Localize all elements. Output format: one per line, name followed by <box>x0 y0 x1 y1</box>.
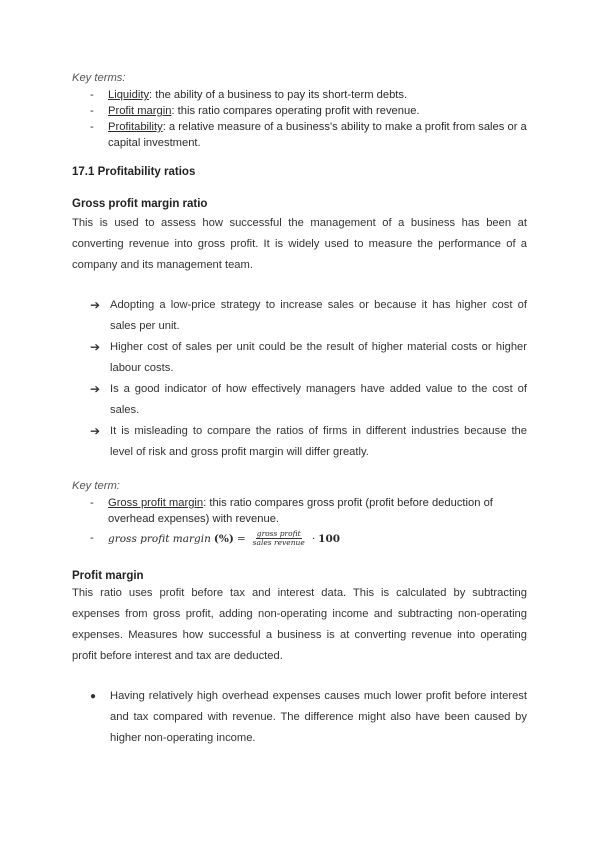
fraction: $\frac{\text{gross profit}}{\text{sales revenue}}$ <box>252 529 305 547</box>
key-terms-list <box>90 87 540 151</box>
key-term-definition: : the ability of a business to pay its short-term debts. <box>149 89 408 101</box>
profit-margin-bullets <box>90 686 527 749</box>
gross-profit-heading: Gross profit margin ratio <box>72 198 208 210</box>
bullet-icon: ● <box>90 691 97 702</box>
formula-item <box>90 530 540 547</box>
arrow-icon: ➔ <box>90 298 101 312</box>
arrow-icon: ➔ <box>90 382 101 396</box>
key-term-label: Key term: <box>72 480 120 492</box>
list-item: ➔ It is misleading to compare the ratios of firms in different industries because the level of risk and gross profit margin will differ greatly. <box>90 421 527 463</box>
key-term-item <box>90 119 540 151</box>
key-term-word: Profit margin <box>108 105 172 117</box>
list-item: ➔ Is a good indicator of how effectively managers have added value to the cost of sales. <box>90 379 527 421</box>
arrow-icon: ➔ <box>90 340 101 354</box>
gross-profit-bullets <box>90 295 527 463</box>
key-term-item <box>90 87 540 103</box>
list-item: ● Having relatively high overhead expenses causes much lower profit before interest and tax compared with revenue. The difference might also have been caused by higher non-operating income. <box>90 686 527 749</box>
key-term-item <box>90 495 540 527</box>
gross-profit-formula: - gross profit margin (%) = $\frac{\text{gross profit}}{\text{sales revenue}}$ · 100 <box>108 529 341 547</box>
key-term-definition: : this ratio compares gross profit (profit before deduction of overhead expenses) with revenue. <box>108 497 493 525</box>
profit-margin-heading: Profit margin <box>72 570 144 582</box>
arrow-icon: ➔ <box>90 424 101 438</box>
key-term-list <box>90 495 540 547</box>
key-term-word: Gross profit margin <box>108 497 204 509</box>
key-term-word: Profitability <box>108 121 163 133</box>
list-item: ➔ Adopting a low-price strategy to increase sales or because it has higher cost of sales per unit. <box>90 295 527 337</box>
gross-profit-paragraph: This is used to assess how successful the management of a business has been at converting revenue into gross profit. It is widely used to measure the performance of a company and its management team. <box>72 217 527 271</box>
key-term-definition: : a relative measure of a business's ability to make a profit from sales or a capital investment. <box>108 121 527 149</box>
key-term-word: Liquidity <box>108 89 150 101</box>
key-term-item <box>90 103 540 119</box>
list-item: ➔ Higher cost of sales per unit could be the result of higher material costs or higher labour costs. <box>90 337 527 379</box>
section-heading: 17.1 Profitability ratios <box>72 166 196 178</box>
key-term-definition: : this ratio compares operating profit with revenue. <box>171 105 420 117</box>
key-terms-label: Key terms: <box>72 72 126 84</box>
profit-margin-paragraph: This ratio uses profit before tax and interest data. This is calculated by subtracting expenses from gross profit, adding non-operating income and subtracting non-operating expenses. Measures how successful a business is at converting revenue into operating profit before interest and tax are deducted. <box>72 587 527 662</box>
